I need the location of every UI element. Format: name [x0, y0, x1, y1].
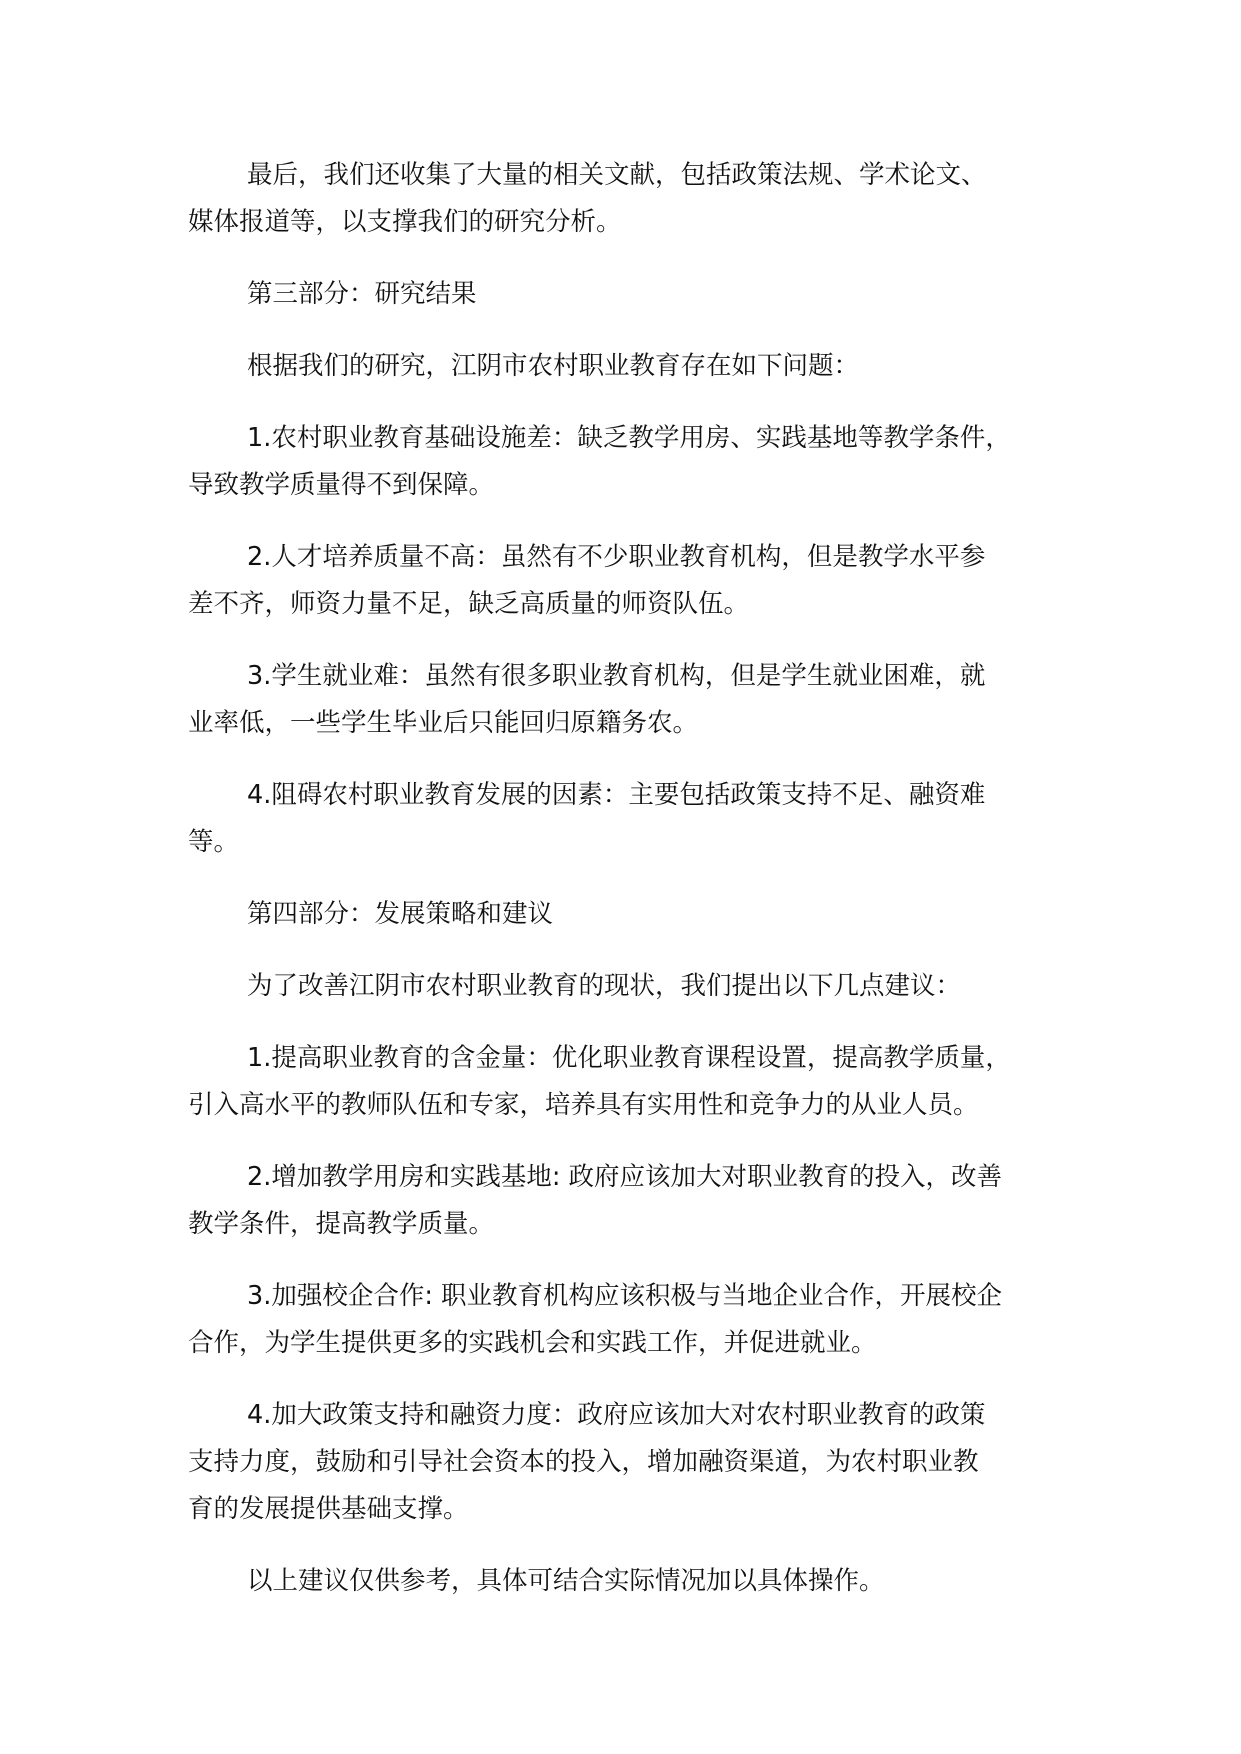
paragraph-suggestion-3: 3.加强校企合作: 职业教育机构应该积极与当地企业合作，开展校企 合作，为学生提供更多的实践机会和实践工作，并促进就业。 — [188, 1281, 1003, 1358]
section-heading-part-four: 第四部分：发展策略和建议 — [247, 899, 554, 929]
paragraph-suggestion-2: 2.增加教学用房和实践基地: 政府应该加大对职业教育的投入，改善 教学条件，提高教学质量。 — [188, 1162, 1003, 1239]
paragraph-problem-3: 3.学生就业难：虽然有很多职业教育机构，但是学生就业困难，就 业率低，一些学生毕业后只能回归原籍务农。 — [188, 661, 986, 738]
paragraph-suggestion-1: 1.提高职业教育的含金量：优化职业教育课程设置，提高教学质量， 引入高水平的教师队伍和专家，培养具有实用性和竞争力的从业人员。 — [188, 1043, 1011, 1120]
paragraph-suggestion-4: 4.加大政策支持和融资力度：政府应该加大对农村职业教育的政策 支持力度，鼓励和引导社会资本的投入，增加融资渠道，为农村职业教 育的发展提供基础支撑。 — [188, 1400, 986, 1524]
document-body — [188, 152, 1088, 1630]
paragraph-problem-1: 1.农村职业教育基础设施差：缺乏教学用房、实践基地等教学条件， 导致教学质量得不到保障。 — [188, 423, 1011, 500]
paragraph-problem-4: 4.阻碍农村职业教育发展的因素：主要包括政策支持不足、融资难 等。 — [188, 780, 986, 857]
paragraph-suggestions-intro: 为了改善江阴市农村职业教育的现状，我们提出以下几点建议： — [247, 971, 962, 1001]
paragraph-literature-collection: 最后，我们还收集了大量的相关文献，包括政策法规、学术论文、 媒体报道等，以支撑我们的研究分析。 — [188, 160, 987, 237]
section-heading-part-three: 第三部分：研究结果 — [247, 279, 477, 309]
paragraph-problem-2: 2.人才培养质量不高：虽然有不少职业教育机构，但是教学水平参 差不齐，师资力量不足，缺乏高质量的师资队伍。 — [188, 542, 986, 619]
paragraph-problems-intro: 根据我们的研究，江阴市农村职业教育存在如下问题： — [247, 351, 860, 381]
paragraph-closing-note: 以上建议仅供参考，具体可结合实际情况加以具体操作。 — [247, 1566, 885, 1596]
